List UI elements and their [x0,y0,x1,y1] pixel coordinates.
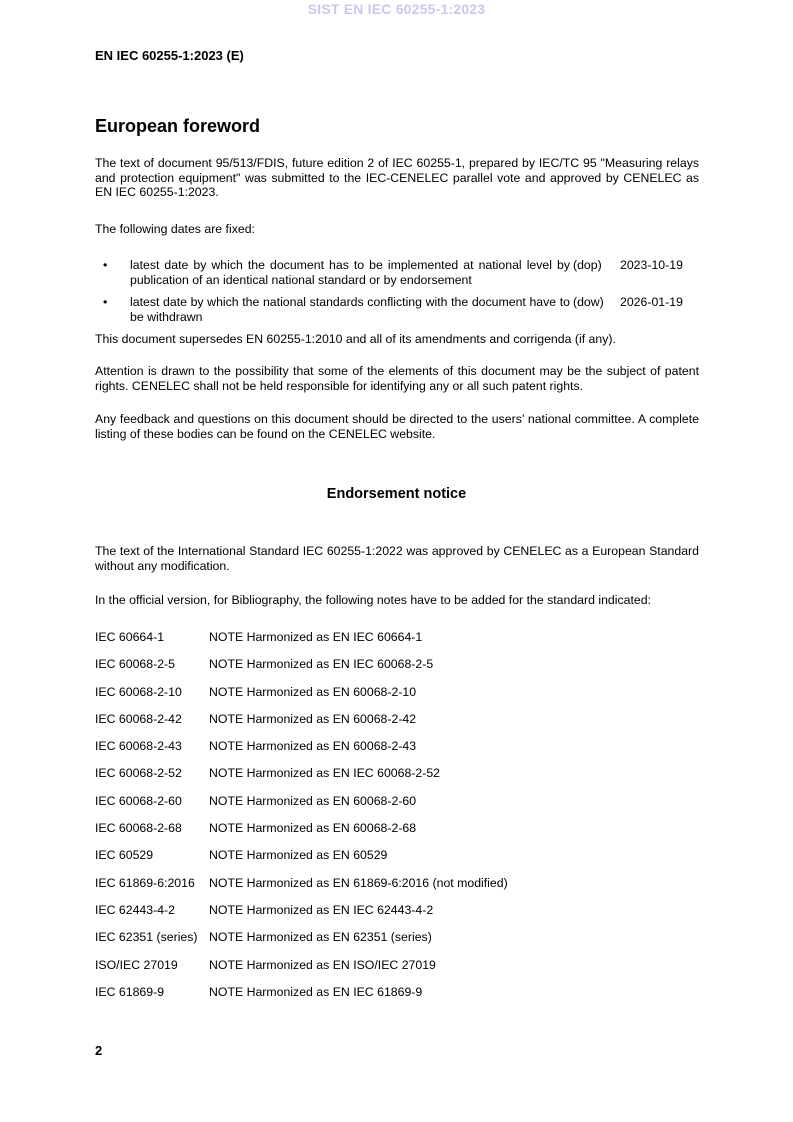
note-standard: IEC 60068-2-5 [95,657,175,672]
note-standard: IEC 62443-4-2 [95,902,175,917]
foreword-paragraph-5: Any feedback and questions on this document should be directed to the users’ national committee. A complete listing of these bodies can be found on the CENELEC website. [95,412,699,441]
note-text: NOTE Harmonized as EN 60068-2-10 [209,684,417,699]
foreword-paragraph-4: Attention is drawn to the possibility that some of the elements of this document may be the subject of patent rights. CENELEC shall not be held responsible for identifying any or all such patent rights. [95,364,699,393]
note-standard: IEC 60068-2-52 [95,766,182,781]
note-standard: IEC 61869-9 [95,984,165,999]
date-item-code: (dow) [573,295,604,309]
note-text: NOTE Harmonized as EN 60068-2-42 [209,711,417,726]
note-text: NOTE Harmonized as EN IEC 61869-9 [209,984,423,999]
foreword-title: European foreword [95,116,261,136]
note-text: NOTE Harmonized as EN IEC 60664-1 [209,630,423,644]
foreword-paragraph-3: This document supersedes EN 60255-1:2010 and all of its amendments and corrigenda (if any). [95,332,616,346]
note-text: NOTE Harmonized as EN ISO/IEC 27019 [209,957,436,972]
date-item-date: 2023-10-19 [620,258,683,272]
note-standard: IEC 60068-2-10 [95,684,182,699]
note-text: NOTE Harmonized as EN 61869-6:2016 (not modified) [209,875,508,890]
note-standard: IEC 60068-2-42 [95,711,182,726]
date-item-date: 2026-01-19 [620,295,683,309]
note-text: NOTE Harmonized as EN 60529 [209,848,388,863]
note-standard: IEC 60068-2-68 [95,821,182,836]
note-standard: IEC 60068-2-60 [95,793,182,808]
note-text: NOTE Harmonized as EN 60068-2-60 [209,793,417,808]
note-text: NOTE Harmonized as EN 60068-2-68 [209,821,417,836]
note-text: NOTE Harmonized as EN IEC 60068-2-5 [209,657,434,672]
note-standard: IEC 60068-2-43 [95,739,182,754]
endorsement-paragraph-1: The text of the International Standard IEC 60255-1:2022 was approved by CENELEC as a European Standard without any modification. [95,544,699,573]
endorsement-paragraph-2: In the official version, for Bibliography, the following notes have to be added for the standard indicated: [95,593,651,607]
note-standard: IEC 62351 (series) [95,930,198,945]
foreword-paragraph-2: The following dates are fixed: [95,222,255,236]
date-item-text: latest date by which the national standards conflicting with the document have to be withdrawn [130,295,570,324]
note-standard: IEC 60529 [95,848,154,863]
date-item-code: (dop) [573,258,602,272]
note-standard: ISO/IEC 27019 [95,957,178,972]
note-text: NOTE Harmonized as EN IEC 62443-4-2 [209,902,434,917]
bullet-icon: • [103,258,108,272]
foreword-paragraph-1: The text of document 95/513/FDIS, future edition 2 of IEC 60255-1, prepared by IEC/TC 95 "Measuring relays and protection equipment" was submitted to the IEC-CENELEC parallel vote and approved by CENELEC as EN IEC 60255-1:2023. [95,156,699,199]
note-standard: IEC 61869-6:2016 [95,875,195,890]
page-number: 2 [95,1043,103,1058]
note-text: NOTE Harmonized as EN 62351 (series) [209,930,432,945]
bullet-icon: • [103,295,108,309]
endorsement-title: Endorsement notice [326,486,467,502]
note-text: NOTE Harmonized as EN IEC 60068-2-52 [209,766,441,781]
note-standard: IEC 60664-1 [95,630,165,644]
document-id: EN IEC 60255-1:2023 (E) [95,48,244,63]
note-text: NOTE Harmonized as EN 60068-2-43 [209,739,417,754]
watermark: SIST EN IEC 60255-1:2023 [307,1,486,17]
date-item-text: latest date by which the document has to be implemented at national level by publication of an identical national standard or by endorsement [130,258,570,287]
